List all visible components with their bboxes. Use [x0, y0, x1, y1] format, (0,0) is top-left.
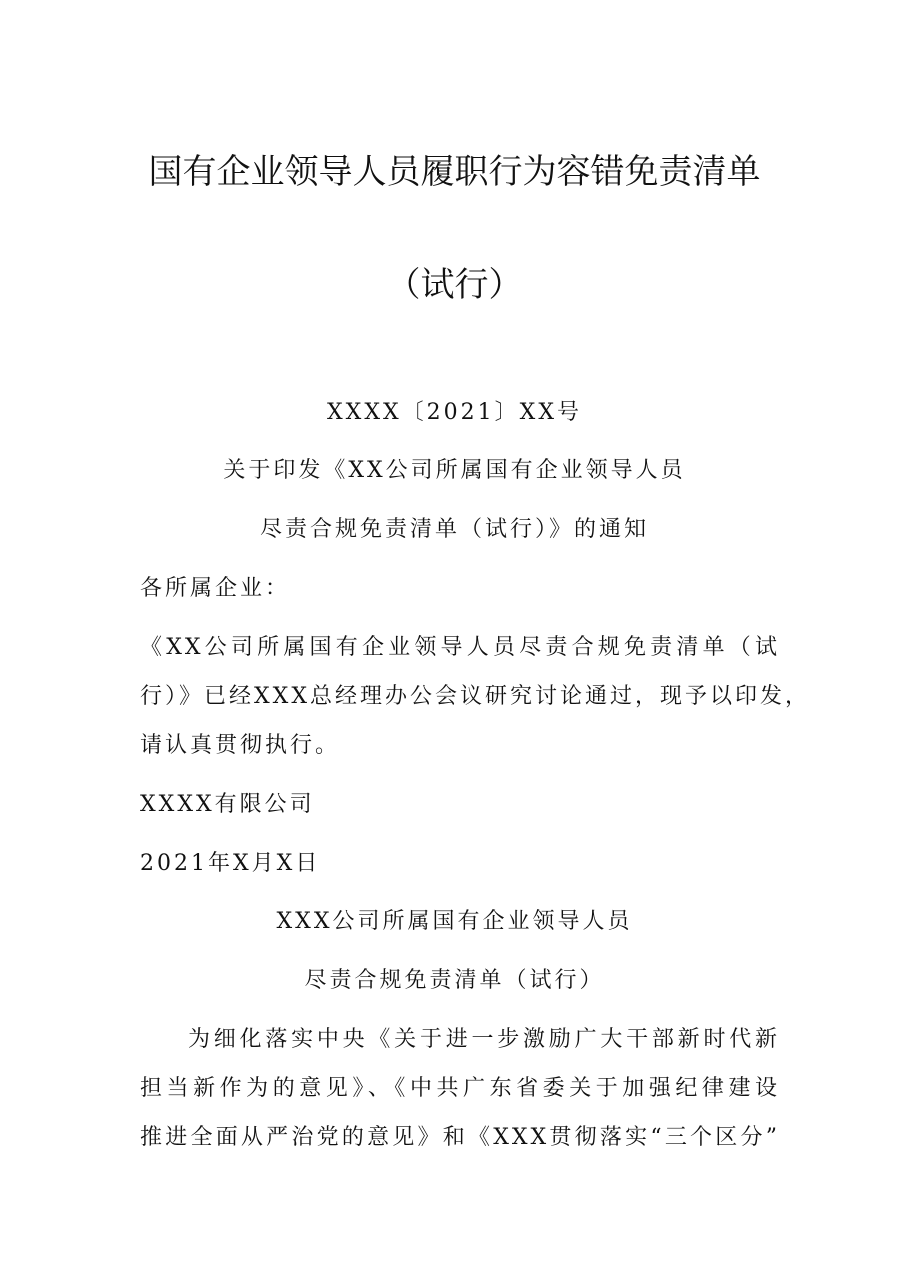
notice-title-line-1: 关于印发《XX公司所属国有企业领导人员 [223, 458, 686, 483]
intro-line-2: 担当新作为的意见》、《中共广东省委关于加强纪律建设 [140, 1076, 780, 1101]
addressee: 各所属企业： [140, 576, 291, 601]
body-line-2: 行）》已经XXX总经理办公会议研究讨论通过，现予以印发， [140, 684, 810, 709]
document-title: 国有企业领导人员履职行为容错免责清单 [148, 152, 761, 192]
intro-line-1: 为细化落实中央《关于进一步激励广大干部新时代新 [188, 1027, 780, 1052]
issue-date: 2021年X月X日 [140, 851, 321, 876]
body-line-1: 《XX公司所属国有企业领导人员尽责合规免责清单（试 [140, 635, 780, 660]
notice-title-line-2: 尽责合规免责清单（试行）》的通知 [259, 517, 649, 542]
list-title-line-1: XXX公司所属国有企业领导人员 [276, 909, 633, 934]
document-number: XXXX〔2021〕XX号 [327, 400, 582, 425]
issuer: XXXX有限公司 [140, 792, 315, 817]
intro-line-3: 推进全面从严治党的意见》和《XXX贯彻落实“三个区分” [140, 1125, 780, 1150]
document-subtitle: （试行） [386, 265, 523, 305]
body-line-3: 请认真贯彻执行。 [140, 733, 341, 758]
list-title-line-2: 尽责合规免责清单（试行） [304, 968, 605, 993]
